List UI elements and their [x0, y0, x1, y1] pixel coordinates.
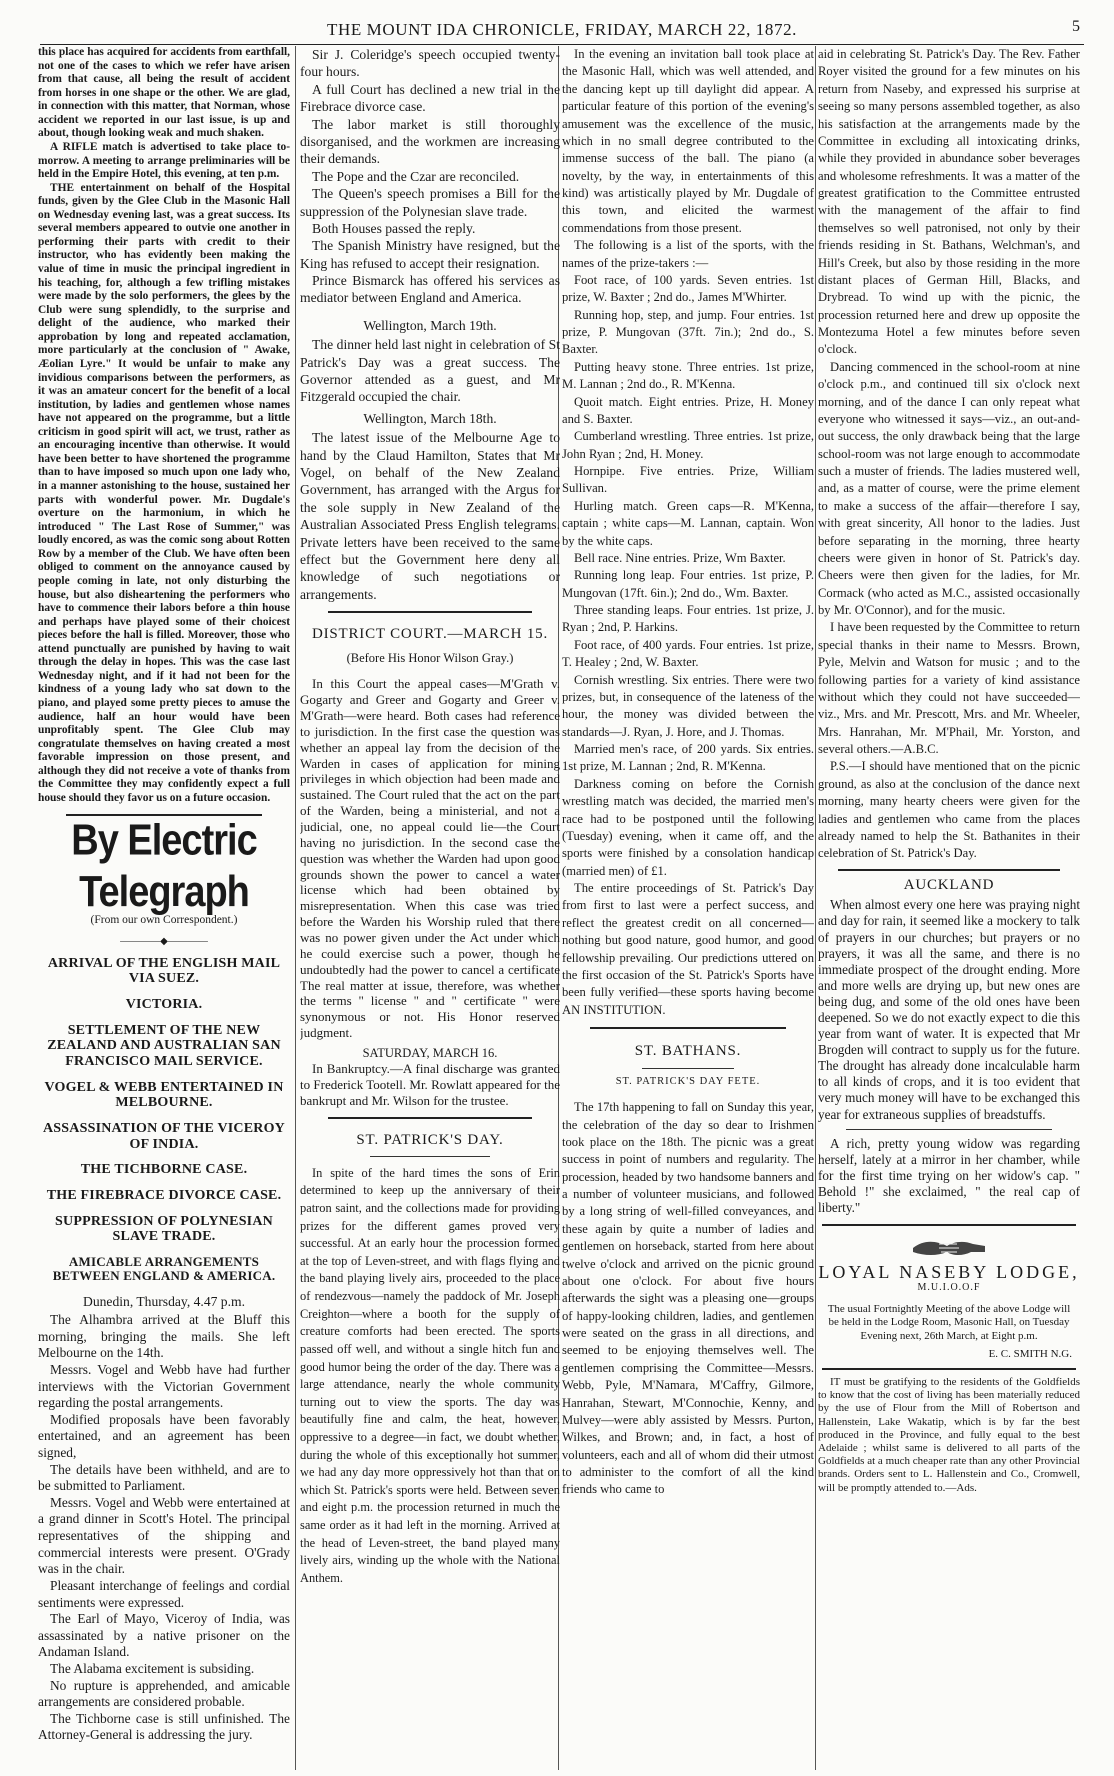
article-text: I have been requested by the Committee to return special thanks in their name to Messrs. Brown, Pyle, Melvin and Watson for music ; and to the following parties for a variety of kind assistance without which they could not have succeeded—viz., Mrs. and Mr. Prescott, Mrs. and Mr. Wheeler, Mrs. Hanrahan, Mr. M'Phail, Mr. Yorston, and several others.—A.B.C. [818, 620, 1080, 756]
article-text: When almost every one here was praying night and day for rain, it seemed like a mockery to talk of prayers in our churches; but prayers or no prayers, it was all the same, and there is no immediate prospect of the drought ending. More and more wells are drying up, but new ones are being dug, and some of the old ones have been deepened. So we do not exactly expect to die this year from want of water. It is expected that Mr Brogden will contract to supply us for the future. The drought has already done incalculable harm to all kinds of crops, and it is too evident that very much money will have to be exchanged this year for extraneous supplies of breadstuffs. [818, 897, 1080, 1122]
column-rule [295, 46, 296, 1770]
dateline: Wellington, March 19th. [363, 317, 497, 333]
news-item: The Tichborne case is still unfinished. The Attorney-General is addressing the jury. [38, 1710, 290, 1743]
section-subheading: (Before His Honor Wilson Gray.) [346, 651, 514, 666]
divider [328, 611, 532, 613]
lodge-title: LOYAL NASEBY LODGE, [818, 1262, 1080, 1283]
headline: AMICABLE ARRANGEMENTS BETWEEN ENGLAND & AMERICA. [52, 1253, 276, 1284]
divider [822, 1224, 1076, 1226]
sports-result: Cumberland wrestling. Three entries. 1st prize, John Ryan ; 2nd, H. Money. [562, 429, 814, 461]
divider [642, 1068, 734, 1069]
news-item: A full Court has declined a new trial in the Firebrace divorce case. [300, 81, 560, 115]
headline: THE TICHBORNE CASE. [80, 1162, 248, 1178]
lodge-subtitle: M.U.I.O.O.F [917, 1281, 981, 1293]
headline: THE FIREBRACE DIVORCE CASE. [46, 1187, 282, 1203]
masthead-title: THE MOUNT IDA CHRONICLE, FRIDAY, MARCH 22, 1872. [326, 20, 798, 39]
article-text: In the evening an invitation ball took place at the Masonic Hall, which was well attended, and the dancing kept up till daylight did appear. A particular feature of this portion of the evening's amusement was the excellence of the music, which in no small degree contributed to the immense success of the ball. The piano (a novelty, by the way, in entertainments of this kind) was artistically played by Mr. Dugdale of this town, and elicited the warmest commendations from those present. [562, 47, 814, 235]
news-item: The Spanish Ministry have resigned, but the King has refused to accept their resignation. [300, 238, 560, 271]
news-item: The Queen's speech promises a Bill for the suppression of the Polynesian slave trade. [300, 186, 560, 219]
telegraph-subtitle: (From our own Correspondent.) [90, 913, 238, 926]
sports-result: Bell race. Nine entries. Prize, Wm Baxter. [574, 550, 786, 565]
news-item: The dinner held last night in celebration of St Patrick's Day was a great success. The Governor attended as a guest, and Mr Fitzgerald occupied the chair. [300, 337, 560, 405]
sports-result: Running long leap. Four entries. 1st prize, P. Mungovan (17ft. 6in.); 2nd do., Wm. Baxter. [562, 568, 814, 600]
news-item: The details have been withheld, and are to be submitted to Parliament. [38, 1461, 290, 1494]
news-item: The labor market is still thoroughly disorganised, and the workmen are increasing their demands. [300, 116, 560, 167]
dateline: Wellington, March 18th. [363, 410, 497, 426]
article-text: In spite of the hard times the sons of Erin determined to keep up the anniversary of their patron saint, and the collections made for providing prizes for the different games proved very successful. At an early hour the procession formed at the top of Leven-street, and with flags flying and the band playing lively airs, proceeded to the place of rendezvous—namely the paddock of Mr. Joseph Creighton—where a booth for the supply of creature comforts had been erected. The sports passed off well, and without a single hitch fun and good humor being the order of the day. There was a large attendance, nearly the whole community turning out to view the sports. The day was beautifully fine and calm, the heat, however, oppressive to a degree—in fact, we doubt whether, during the whole of this exceptionally hot summer, we had any day more oppressively hot than that on which St. Patrick's sports were held. Between seven and eight p.m. the procession returned in much the same order as it had left in the morning. Arrived at the head of Leven-street, the band played many lively airs, winding up the whole with the National Anthem. [300, 1165, 560, 1585]
headline: SUPPRESSION OF POLYNESIAN SLAVE TRADE. [55, 1213, 273, 1245]
news-item: Both Houses passed the reply. [312, 220, 476, 236]
article-text: The entire proceedings of St. Patrick's Day from first to last were a perfect success, and reflect the greatest credit on all concerned—nothing but good nature, good humor, and good fellowship prevailing. Our predictions uttered on the first occasion of the St. Patrick's Sports have been fully verified—these sports having become AN INSTITUTION. [562, 881, 814, 1017]
article-text: Dancing commenced in the school-room at nine o'clock p.m., and continued till six o'clock next morning, and of the dance I can only repeat what everyone who witnessed it says—viz., an out-and-out success, the only drawback being that the large school-room was not large enough to accommodate such a muster of friends. The ladies mustered well, and, as a matter of course, were the prime element to make a success of the affair—therefore I say, with great sincerity, All honor to the ladies. Just before separating in the morning, three hearty cheers were given in honor of St. Patrick's day. Cheers were then given for the ladies, for Mr. Cormack (who acted as M.C., assisted occasionally by Mr. O'Connor), and for the music. [818, 359, 1080, 617]
news-item: Messrs. Vogel and Webb have had further interviews with the Victorian Government regarding the postal arrangements. [38, 1362, 290, 1411]
sports-result: Foot race, of 400 yards. Four entries. 1st prize, T. Healey ; 2nd, W. Baxter. [562, 637, 814, 670]
article-text: In this Court the appeal cases—M'Grath v. Gogarty and Greer and Gogarty and Greer v. M'Grath—were heard. Both cases had reference to jurisdiction. In the first case the question was whether an appeal lay from the decision of the Warden in cases of application for mining privileges in which objection had been made and sustained. The Court ruled that the act on the part of the Warden, being a ministerial, and not a judicial, one, no appeal could lie—the Court having no jurisdiction. In the second case the question was whether the Warden had upon good grounds shown the power to cancel a water license which had been obtained by misrepresentation. When this case was tried before the Warden his Worship ruled that there was no power given under the Act under which he could exercise such a power, though he undoubtedly had the power to cancel a certificate The real matter at issue, therefore, was whether the terms " license " and " certificate " were synonymous or not. His Honor reserved judgment. [300, 676, 560, 1041]
headline: ASSASSINATION OF THE VICEROY OF INDIA. [43, 1120, 285, 1152]
news-item: Prince Bismarck has offered his services as mediator between England and America. [300, 273, 560, 306]
divider [822, 1368, 1076, 1370]
headline: VICTORIA. [125, 996, 203, 1012]
article-text: Darkness coming on before the Cornish wrestling match was decided, the married men's race had to be postponed until the following (Tuesday) evening, when it came off, and the sports were finished by a consolation handicap (married men) of £1. [562, 776, 814, 878]
sports-result: Married men's race, of 200 yards. Six entries. 1st prize, M. Lannan ; 2nd, R. M'Kenna. [562, 742, 814, 774]
page-number: 5 [1072, 18, 1080, 35]
headline: VOGEL & WEBB ENTERTAINED IN MELBOURNE. [44, 1079, 284, 1111]
sports-result: Hornpipe. Five entries. Prize, William Sullivan. [562, 464, 814, 496]
divider [370, 1156, 490, 1157]
divider [328, 1117, 532, 1119]
sports-result: Putting heavy stone. Three entries. 1st prize, M. Lannan ; 2nd do., R. M'Kenna. [562, 359, 814, 392]
sports-result: Running hop, step, and jump. Four entries. 1st prize, P. Mungovan (37ft. 7in.); 2nd do., S. Baxter. [562, 307, 814, 357]
lodge-notice: The usual Fortnightly Meeting of the above Lodge will be held in the Lodge Room, Masonic Hall, on Tuesday Evening next, 26th March, at Eight p.m. [827, 1302, 1071, 1342]
divider [838, 869, 1060, 871]
column-2 [300, 46, 560, 1770]
article-text: The following is a list of the sports, with the names of the prize-takers :— [562, 238, 814, 270]
news-item: Messrs. Vogel and Webb were entertained at a grand dinner in Scott's Hotel. The principal representatives of the shipping and commercial interests were present. O'Grady was in the chair. [38, 1494, 290, 1577]
sports-result: Cornish wrestling. Six entries. There were two prizes, but, in consequence of the lateness of the hour, the money was divided between the standards—J. Ryan, J. Hore, and J. Thomas. [562, 672, 814, 739]
article-text: A RIFLE match is advertised to take place to-morrow. A meeting to arrange preliminaries will be held in the Empire Hotel, this evening, at ten p.m. [38, 140, 290, 181]
masthead [40, 18, 1084, 45]
news-items [38, 1312, 290, 1744]
article-text: THE entertainment on behalf of the Hospital funds, given by the Glee Club in the Masonic Hall on Wednesday evening last, was a great success. Its several members appeared to outvie one another in performing their parts with credit to their instructor, who has evidently been making the value of time in music the principal ingredient in his teaching, for, although a few trifling mistakes were made by the solo performers, the glees by the Club were sung splendidly, to the surprise and delight of the audience, who marked their approbation by long and repeated acclamation, more particularly at the conclusion of " Awake, Æolian Lyre." It would be unfair to make any invidious comparisons between the performers, as it was an amateur concert for the benefit of a local institution, by ladies and gentlemen whose names have not appeared on the programme, but a little criticism in good spirit will act, we trust, rather as an encouraging incentive than otherwise. It would have been better to have shortened the programme than to have imposed so much upon one lady who, in a manner astonishing to the house, sustained her parts with wonderful power. Mr. Dugdale's overture on the harmonium, in which he introduced " The Last Rose of Summer," was loudly encored, as was the comic song about Rotten Row by a member of the Club. We have often been obliged to comment on the annoyance caused by people coming in late, not only disturbing the house, but also disheartening the performers who have to commence their labors before a thin house and perhaps have played some of their choicest pieces before the hall is filled. Moreover, those who attend punctually are punished by having to wait through the delay in hopes. This was the case last Wednesday night, and if it had not been for the kindness of a young lady who sat down to the piano, and played some pretty pieces to amuse the audience, half an hour would have been unprofitably spent. The Glee Club may congratulate themselves on having created a most favorable impression on those present, and although they did not receive a vote of thanks from the Committee they may confidently expect a full house should they favor us on a future occasion. [38, 181, 290, 804]
lodge-advertisement [818, 1234, 1080, 1362]
article-text: aid in celebrating St. Patrick's Day. The Rev. Father Royer visited the ground for a few minutes on his return from Naseby, and expressed his surprise at seeing so many persons assembled together, as also his satisfaction at the arrangements made by the Committee in excluding all intoxicating drinks, while they provided in abundance sober beverages and wholesome refreshments. It was a matter of the greatest gratification to the Committee entrusted with the management of the affair to find themselves so well patronised, not only by their friends residing in St. Bathans, Welchman's, and Hill's Creek, but also by those residing in the more distant places of German Hill, Blacks, and Drybread. To wind up with the picnic, the procession returned here and drew up opposite the Montezuma Hotel a few minutes before seven o'clock. [818, 47, 1080, 357]
dateline: Dunedin, Thursday, 4.47 p.m. [83, 1294, 245, 1309]
headline: ARRIVAL OF THE ENGLISH MAIL VIA SUEZ. [47, 955, 281, 987]
article-text: A rich, pretty young widow was regarding herself, lately at a mirror in her chamber, while for the first time trying on her widow's cap. " Behold !" she exclaimed, " the real cap of liberty." [818, 1135, 1080, 1215]
divider [590, 1027, 786, 1029]
lodge-signature: E. C. SMITH N.G. [988, 1347, 1072, 1360]
sports-result: Hurling match. Green caps—R. M'Kenna, captain ; white caps—M. Lannan, captain. Won by the white caps. [562, 498, 814, 548]
news-item: Modified proposals have been favorably entertained, and an agreement has been signed, [38, 1411, 290, 1461]
flour-advertisement: IT must be gratifying to the residents of the Goldfields to know that the cost of living has been materially reduced by the use of Flour from the Mill of Robertson and Hallenstein, Lake Wakatip, which is by far the best produced in the Province, and fully equal to the best Adelaide ; whilst same is delivered to all parts of the Goldfields at a much cheaper rate than any other Provincial brands. Orders sent to L. Hallenstein and Co., Cromwell, will be promptly attended to.—Ads. [818, 1376, 1080, 1494]
column-1 [38, 46, 290, 1770]
news-item: The latest issue of the Melbourne Age to hand by the Claud Hamilton, States that Mr Vogel, on behalf of the New Zealand Government, has arranged with the Argus for the sole supply in New Zealand of the Australian Associated Press English telegrams. Private letters have been received to the same effect but the Government here deny all knowledge of such negotiations or arrangements. [300, 430, 560, 602]
article-text: this place has acquired for accidents from earthfall, not one of the cases to which we refer have arisen from that cause, all being the result of accident from horses in one shape or the other. We are glad, in connection with this matter, that Norman, whose accident we reported in our last issue, is up and about, though looking weak and much shaken. [38, 46, 290, 140]
column-rule [815, 46, 816, 1770]
news-item: Sir J. Coleridge's speech occupied twenty-four hours. [300, 47, 560, 80]
news-item: The Alhambra arrived at the Bluff this morning, bringing the mails. She left Melbourne on the 14th. [38, 1312, 290, 1361]
news-item: The Pope and the Czar are reconciled. [312, 168, 520, 184]
sports-result: Foot race, of 100 yards. Seven entries. 1st prize, W. Baxter ; 2nd do., James M'Whirter. [562, 272, 814, 305]
article-text: P.S.—I should have mentioned that on the picnic ground, as also at the conclusion of the dance next morning, many hearty cheers were given for the ladies and gentlemen who came from the places already named to help the St. Bathanites in their celebration of St. Patrick's Day. [818, 759, 1080, 861]
news-item: Pleasant interchange of feelings and cordial sentiments were expressed. [38, 1577, 290, 1610]
divider [846, 1129, 1052, 1130]
section-heading: DISTRICT COURT.—MARCH 15. [311, 626, 549, 643]
news-item: The Earl of Mayo, Viceroy of India, was assassinated by a native prisoner on the Andaman Island. [38, 1611, 290, 1660]
article-text: The 17th happening to fall on Sunday this year, the celebration of the day so dear to Irishmen took place on the 18th. The picnic was a great success in point of numbers and regularity. The procession, headed by two handsome banners and a number of volunteer musicians, and followed by a long string of well-filled conveyances, and these again by quite a number of ladies and gentlemen on horseback, started from here about twelve o'clock and arrived on the picnic ground about one o'clock. For about five hours afterwards the sight was a pleasing one—groups of happy-looking children, ladies, and gentlemen were seated on the grass in all directions, and seemed to be enjoying themselves well. The gentlemen comprising the Committee—Messrs. Webb, Pyle, M'Namara, M'Caffry, Gilmore, Hanrahan, Stewart, M'Connochie, Kenny, and Mulvey—were ably assisted by Messrs. Purton, Wilkes, and Brown; and, in fact, a host of volunteers, each and all of whom did their utmost to administer to the comfort of all the kind friends who came to [562, 1100, 814, 1497]
column-4 [818, 46, 1080, 1770]
sports-result: Quoit match. Eight entries. Prize, H. Money and S. Baxter. [562, 394, 814, 426]
diamond-ornament: ————◆———— [120, 935, 208, 947]
section-subheading: SATURDAY, MARCH 16. [362, 1046, 498, 1061]
clasped-hands-icon [909, 1234, 989, 1260]
section-heading: AUCKLAND [903, 876, 995, 893]
section-subheading: ST. PATRICK'S DAY FETE. [615, 1075, 761, 1087]
article-text: In Bankruptcy.—A final discharge was granted to Frederick Tootell. Mr. Rowlatt appeared for the bankrupt and Mr. Wilson for the trustee. [300, 1061, 560, 1108]
news-item: No rupture is apprehended, and amicable arrangements are considered probable. [38, 1677, 290, 1710]
sports-result: Three standing leaps. Four entries. 1st prize, J. Ryan ; 2nd, P. Harkins. [562, 603, 814, 635]
headline: SETTLEMENT OF THE NEW ZEALAND AND AUSTRALIAN SAN FRANCISCO MAIL SERVICE. [47, 1022, 281, 1069]
section-heading: ST. BATHANS. [634, 1043, 742, 1059]
column-3 [562, 46, 814, 1770]
telegraph-title: By Electric Telegraph [71, 815, 257, 917]
news-item: The Alabama excitement is subsiding. [50, 1660, 255, 1676]
section-heading: ST. PATRICK'S DAY. [356, 1131, 504, 1148]
